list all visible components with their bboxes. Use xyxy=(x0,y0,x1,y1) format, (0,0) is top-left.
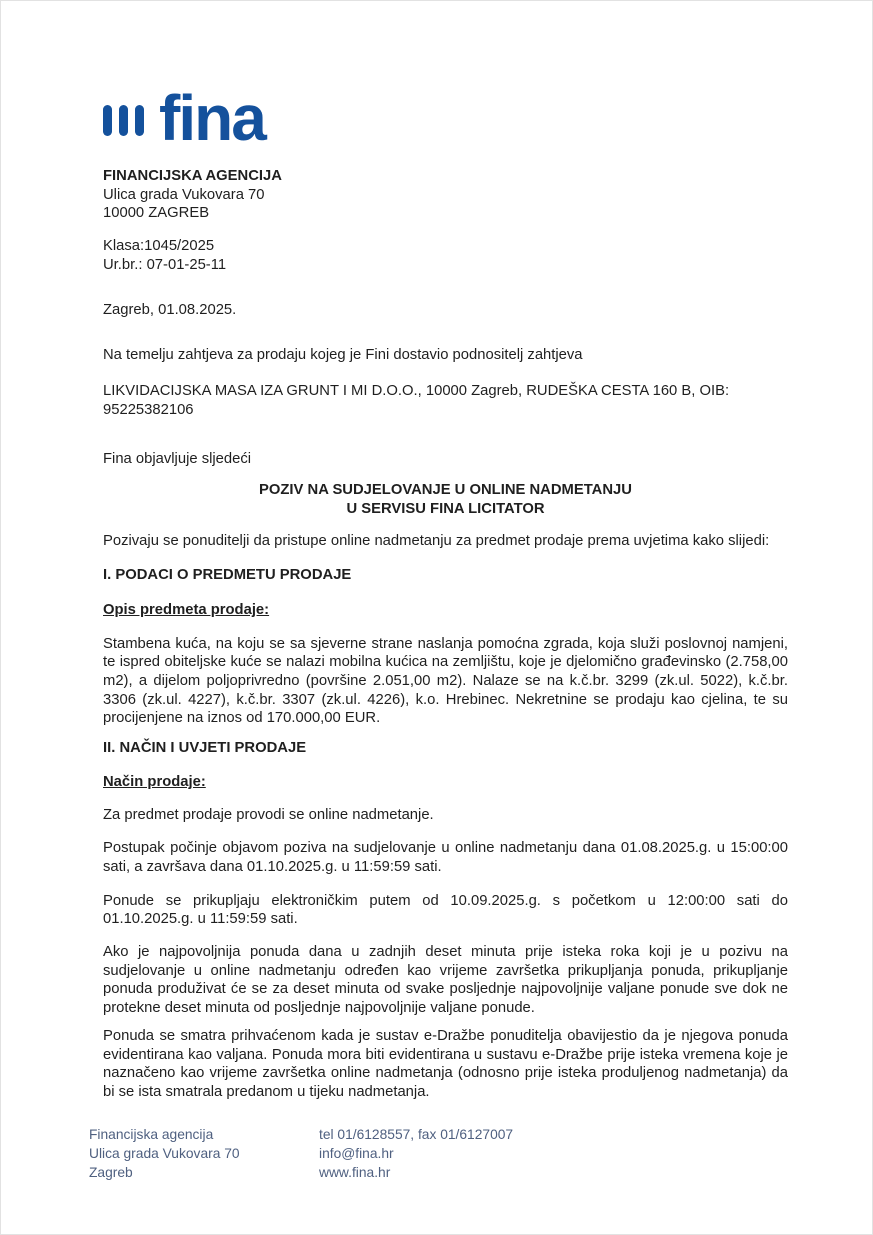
page-title-line1: POZIV NA SUDJELOVANJE U ONLINE NADMETANJU xyxy=(259,482,632,499)
footer-tel-fax: tel 01/6128557, fax 01/6127007 xyxy=(319,1127,514,1142)
footer-city: Zagreb xyxy=(89,1165,133,1180)
extension-rule-paragraph: Ako je najpovoljnija ponuda dana u zadnjih deset minuta prije isteka roka koji je u pozivu na sudjelovanje u online nadmetanju određen kao vrijeme završetka prikupljanja ponuda, prikupljanje ponuda produživat će se za deset minuta od svake posljednje najpovoljnije valjane ponude sve dok ne protekne deset minuta od posljednje najpovoljnije valjane ponude. xyxy=(103,943,788,1017)
section-1-subheading: Opis predmeta prodaje: xyxy=(103,601,270,618)
reference-block xyxy=(103,237,788,274)
footer-street: Ulica grada Vukovara 70 xyxy=(89,1146,240,1161)
fina-logo xyxy=(103,82,788,154)
bid-acceptance-paragraph: Ponuda se smatra prihvaćenom kada je sustav e-Dražbe ponuditelja obavijestio da je njegova ponuda evidentirana kao valjana. Ponuda mora biti evidentirana u sustavu e-Dražbe prije isteka vremena koje je naznačeno kao vrijeme završetka online nadmetanja (odnosno prije isteka produljenog nadmetanja) da bi se ista smatrala predanom u tijeku nadmetanja. xyxy=(103,1027,788,1100)
document-content xyxy=(1,1,872,1102)
page-title xyxy=(103,481,788,518)
fina-logo-bars-icon xyxy=(103,105,144,136)
letterhead-address-line2: 10000 ZAGREB xyxy=(103,205,210,222)
footer-address-column xyxy=(89,1125,319,1182)
section-2-subheading: Način prodaje: xyxy=(103,773,206,790)
intro-paragraph-announce: Fina objavljuje sljedeći xyxy=(103,451,252,468)
reference-klasa: Klasa:1045/2025 xyxy=(103,238,215,255)
reference-urbr: Ur.br.: 07-01-25-11 xyxy=(103,256,227,273)
procedure-dates-paragraph: Postupak počinje objavom poziva na sudjelovanje u online nadmetanju dana 01.08.2025.g. u 15:00:00 sati, a završava dana 01.10.2025.g. u 11:59:59 sati. xyxy=(103,840,788,875)
letterhead-agency-name: FINANCIJSKA AGENCIJA xyxy=(103,168,282,184)
page-title-line2: U SERVISU FINA LICITATOR xyxy=(346,500,545,517)
footer-agency-name: Financijska agencija xyxy=(89,1127,214,1142)
dateline: Zagreb, 01.08.2025. xyxy=(103,301,237,318)
section-1-heading: I. PODACI O PREDMETU PRODAJE xyxy=(103,567,352,584)
letterhead xyxy=(103,167,788,223)
footer-contact-column xyxy=(319,1125,513,1182)
footer-website: www.fina.hr xyxy=(319,1165,391,1180)
page-footer xyxy=(89,1125,513,1182)
fina-logo-wordmark: fina xyxy=(159,82,265,154)
lead-paragraph: Pozivaju se ponuditelji da pristupe online nadmetanju za predmet prodaje prema uvjetima kako slijedi: xyxy=(103,533,770,550)
intro-paragraph-applicant: LIKVIDACIJSKA MASA IZA GRUNT I MI D.O.O., 10000 Zagreb, RUDEŠKA CESTA 160 B, OIB: 95225382106 xyxy=(103,382,730,418)
intro-paragraph-1: Na temelju zahtjeva za prodaju kojeg je Fini dostavio podnositelj zahtjeva xyxy=(103,347,583,364)
section-2-heading: II. NAČIN I UVJETI PRODAJE xyxy=(103,740,307,757)
bid-collection-paragraph: Ponude se prikupljaju elektroničkim putem od 10.09.2025.g. s početkom u 12:00:00 sati do 01.10.2025.g. u 11:59:59 sati. xyxy=(103,892,788,928)
footer-email: info@fina.hr xyxy=(319,1146,394,1161)
sale-method-paragraph: Za predmet prodaje provodi se online nadmetanje. xyxy=(103,807,434,824)
letterhead-address-line1: Ulica grada Vukovara 70 xyxy=(103,186,265,203)
property-description-paragraph: Stambena kuća, na koju se sa sjeverne strane naslanja pomoćna zgrada, koja služi poslovnoj namjeni, te ispred obiteljske kuće se nalazi mobilna kućica na zemljištu, koje je djelomično građevinsko (2.758,00 m2), a dijelom poljoprivredno (površine 2.051,00 m2). Nalaze se na k.č.br. 3299 (zk.ul. 5022), k.č.br. 3306 (zk.ul. 4227), k.č.br. 3307 (zk.ul. 4226), k.o. Hrebinec. Nekretnine se prodaju kao cjelina, te su procijenjene na iznos od 170.000,00 EUR. xyxy=(103,635,788,727)
